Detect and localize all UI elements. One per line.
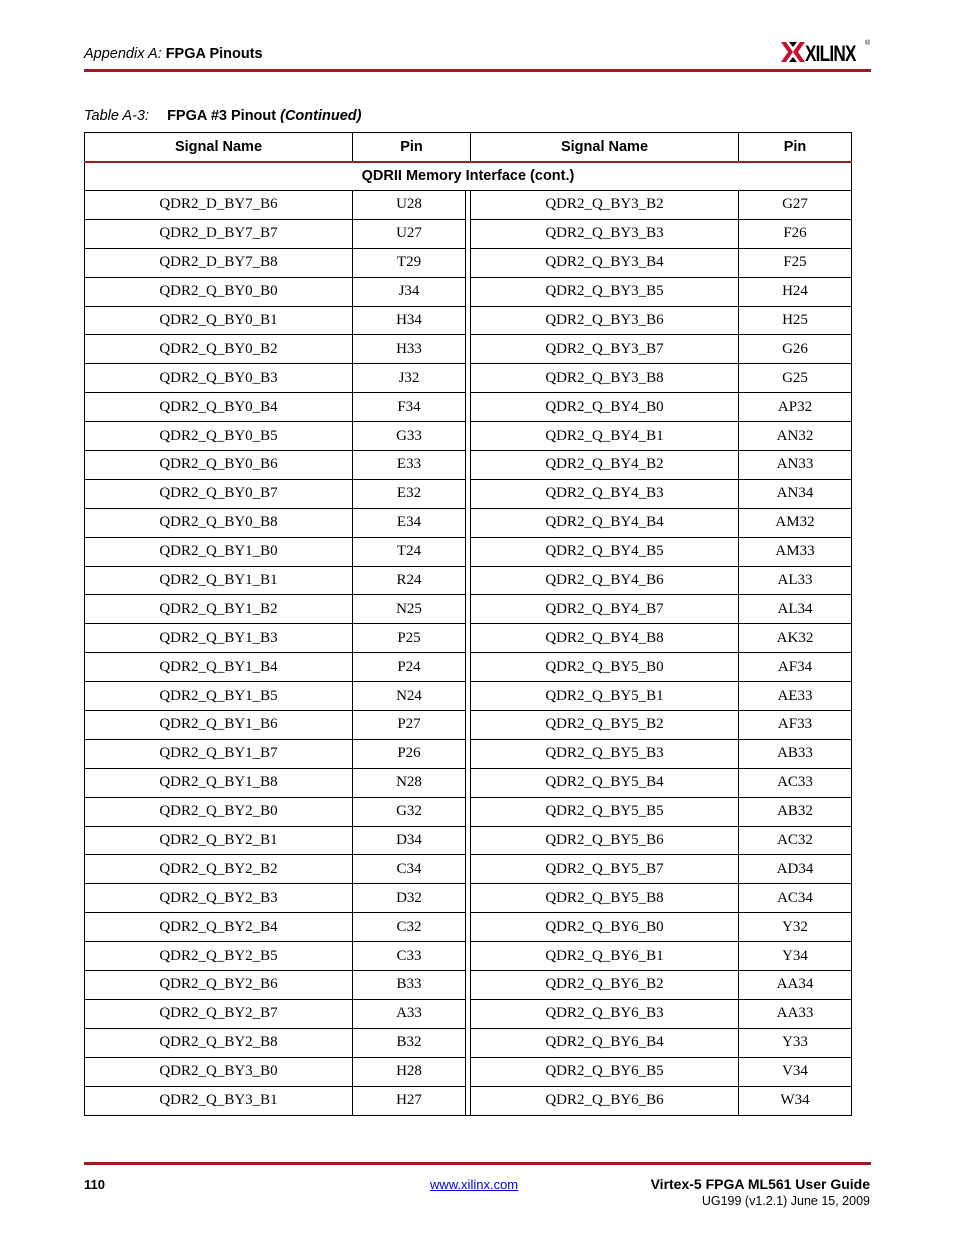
pin-left: N24 <box>353 682 466 711</box>
pin-right: H25 <box>739 306 852 335</box>
pin-left: R24 <box>353 566 466 595</box>
signal-name-left: QDR2_Q_BY3_B1 <box>85 1086 353 1115</box>
pin-left: J34 <box>353 277 466 306</box>
pinout-table <box>84 132 852 1116</box>
pin-right: AC32 <box>739 826 852 855</box>
signal-name-right: QDR2_Q_BY3_B2 <box>471 191 739 220</box>
pin-left: G32 <box>353 797 466 826</box>
signal-name-right: QDR2_Q_BY3_B6 <box>471 306 739 335</box>
table-row <box>85 653 852 682</box>
pin-left: H34 <box>353 306 466 335</box>
table-row <box>85 739 852 768</box>
pin-right: AA33 <box>739 999 852 1028</box>
signal-name-right: QDR2_Q_BY4_B2 <box>471 451 739 480</box>
pin-right: G26 <box>739 335 852 364</box>
signal-name-right: QDR2_Q_BY5_B5 <box>471 797 739 826</box>
table-row <box>85 855 852 884</box>
caption-label: Table A-3: <box>84 108 150 124</box>
pin-right: AF33 <box>739 711 852 740</box>
table-row <box>85 999 852 1028</box>
signal-name-left: QDR2_Q_BY0_B2 <box>85 335 353 364</box>
pin-right: AP32 <box>739 393 852 422</box>
pin-left: B33 <box>353 971 466 1000</box>
signal-name-right: QDR2_Q_BY4_B6 <box>471 566 739 595</box>
pin-right: Y32 <box>739 913 852 942</box>
pin-left: P27 <box>353 711 466 740</box>
pin-right: AA34 <box>739 971 852 1000</box>
table-row <box>85 1028 852 1057</box>
pin-right: H24 <box>739 277 852 306</box>
signal-name-left: QDR2_Q_BY1_B8 <box>85 768 353 797</box>
table-row <box>85 422 852 451</box>
signal-name-right: QDR2_Q_BY3_B8 <box>471 364 739 393</box>
signal-name-left: QDR2_Q_BY0_B3 <box>85 364 353 393</box>
signal-name-right: QDR2_Q_BY5_B4 <box>471 768 739 797</box>
signal-name-left: QDR2_Q_BY2_B7 <box>85 999 353 1028</box>
table-row <box>85 537 852 566</box>
signal-name-left: QDR2_Q_BY1_B5 <box>85 682 353 711</box>
table-row <box>85 306 852 335</box>
pin-left: G33 <box>353 422 466 451</box>
column-header-signal-name-right: Signal Name <box>471 133 739 162</box>
pin-right: AK32 <box>739 624 852 653</box>
signal-name-right: QDR2_Q_BY4_B3 <box>471 479 739 508</box>
column-header-pin-left: Pin <box>353 133 471 162</box>
signal-name-right: QDR2_Q_BY6_B6 <box>471 1086 739 1115</box>
signal-name-left: QDR2_Q_BY1_B0 <box>85 537 353 566</box>
pin-right: AL33 <box>739 566 852 595</box>
signal-name-right: QDR2_Q_BY6_B1 <box>471 942 739 971</box>
table-row <box>85 451 852 480</box>
pin-right: AC34 <box>739 884 852 913</box>
pin-left: U28 <box>353 191 466 220</box>
signal-name-left: QDR2_Q_BY3_B0 <box>85 1057 353 1086</box>
signal-name-right: QDR2_Q_BY3_B7 <box>471 335 739 364</box>
signal-name-left: QDR2_Q_BY0_B4 <box>85 393 353 422</box>
xilinx-x-mark-icon <box>781 40 805 64</box>
pin-left: T24 <box>353 537 466 566</box>
table-row <box>85 191 852 220</box>
table-caption <box>84 108 361 124</box>
pin-left: U27 <box>353 219 466 248</box>
pin-right: AB33 <box>739 739 852 768</box>
signal-name-left: QDR2_D_BY7_B8 <box>85 248 353 277</box>
pin-left: D32 <box>353 884 466 913</box>
signal-name-left: QDR2_Q_BY2_B2 <box>85 855 353 884</box>
table-row <box>85 826 852 855</box>
pin-left: T29 <box>353 248 466 277</box>
signal-name-left: QDR2_Q_BY0_B1 <box>85 306 353 335</box>
signal-name-left: QDR2_Q_BY2_B8 <box>85 1028 353 1057</box>
signal-name-right: QDR2_Q_BY5_B2 <box>471 711 739 740</box>
appendix-label: Appendix A: <box>84 46 162 62</box>
pin-right: AF34 <box>739 653 852 682</box>
header-rule <box>84 69 871 72</box>
page-footer <box>84 1162 871 1212</box>
table-row <box>85 711 852 740</box>
signal-name-left: QDR2_D_BY7_B7 <box>85 219 353 248</box>
signal-name-left: QDR2_Q_BY2_B3 <box>85 884 353 913</box>
pin-left: F34 <box>353 393 466 422</box>
pin-left: P25 <box>353 624 466 653</box>
table-row <box>85 479 852 508</box>
signal-name-left: QDR2_Q_BY2_B0 <box>85 797 353 826</box>
column-header-signal-name-left: Signal Name <box>85 133 353 162</box>
table-row <box>85 508 852 537</box>
table-row <box>85 335 852 364</box>
pin-right: F26 <box>739 219 852 248</box>
pin-right: Y33 <box>739 1028 852 1057</box>
pin-left: P26 <box>353 739 466 768</box>
table-row <box>85 595 852 624</box>
column-header-pin-right: Pin <box>739 133 852 162</box>
signal-name-right: QDR2_Q_BY5_B0 <box>471 653 739 682</box>
pin-right: G25 <box>739 364 852 393</box>
signal-name-left: QDR2_Q_BY0_B7 <box>85 479 353 508</box>
pin-left: J32 <box>353 364 466 393</box>
signal-name-right: QDR2_Q_BY5_B3 <box>471 739 739 768</box>
signal-name-right: QDR2_Q_BY6_B3 <box>471 999 739 1028</box>
table-row <box>85 942 852 971</box>
signal-name-right: QDR2_Q_BY4_B5 <box>471 537 739 566</box>
signal-name-left: QDR2_Q_BY1_B2 <box>85 595 353 624</box>
table-row <box>85 248 852 277</box>
pin-left: B32 <box>353 1028 466 1057</box>
pin-left: H28 <box>353 1057 466 1086</box>
signal-name-right: QDR2_Q_BY6_B0 <box>471 913 739 942</box>
signal-name-right: QDR2_Q_BY5_B7 <box>471 855 739 884</box>
table-row <box>85 913 852 942</box>
website-link[interactable]: www.xilinx.com <box>430 1177 519 1192</box>
pin-right: AC33 <box>739 768 852 797</box>
pin-right: AB32 <box>739 797 852 826</box>
pin-left: A33 <box>353 999 466 1028</box>
signal-name-left: QDR2_Q_BY1_B1 <box>85 566 353 595</box>
signal-name-right: QDR2_Q_BY4_B7 <box>471 595 739 624</box>
signal-name-right: QDR2_Q_BY6_B4 <box>471 1028 739 1057</box>
table-row <box>85 364 852 393</box>
table-row <box>85 566 852 595</box>
signal-name-right: QDR2_Q_BY6_B5 <box>471 1057 739 1086</box>
section-row <box>85 162 852 191</box>
signal-name-left: QDR2_Q_BY2_B1 <box>85 826 353 855</box>
signal-name-right: QDR2_Q_BY3_B4 <box>471 248 739 277</box>
signal-name-left: QDR2_Q_BY1_B6 <box>85 711 353 740</box>
signal-name-right: QDR2_Q_BY3_B3 <box>471 219 739 248</box>
pin-right: Y34 <box>739 942 852 971</box>
pin-left: H27 <box>353 1086 466 1115</box>
table-row <box>85 797 852 826</box>
table-row <box>85 219 852 248</box>
table-row <box>85 682 852 711</box>
page-header <box>84 40 871 72</box>
appendix-title: FPGA Pinouts <box>165 46 263 62</box>
signal-name-right: QDR2_Q_BY5_B1 <box>471 682 739 711</box>
pin-left: E33 <box>353 451 466 480</box>
pin-left: C33 <box>353 942 466 971</box>
page-number: 110 <box>84 1177 105 1192</box>
pin-right: AL34 <box>739 595 852 624</box>
signal-name-left: QDR2_Q_BY2_B6 <box>85 971 353 1000</box>
signal-name-left: QDR2_Q_BY0_B8 <box>85 508 353 537</box>
signal-name-right: QDR2_Q_BY3_B5 <box>471 277 739 306</box>
pin-right: AM32 <box>739 508 852 537</box>
xilinx-logo <box>781 40 873 68</box>
pin-right: AN34 <box>739 479 852 508</box>
table-row <box>85 1086 852 1115</box>
pin-left: D34 <box>353 826 466 855</box>
table-row <box>85 768 852 797</box>
table-row <box>85 971 852 1000</box>
signal-name-left: QDR2_Q_BY1_B3 <box>85 624 353 653</box>
pin-left: C32 <box>353 913 466 942</box>
table-row <box>85 1057 852 1086</box>
signal-name-right: QDR2_Q_BY6_B2 <box>471 971 739 1000</box>
pin-right: W34 <box>739 1086 852 1115</box>
signal-name-right: QDR2_Q_BY4_B4 <box>471 508 739 537</box>
signal-name-left: QDR2_Q_BY0_B6 <box>85 451 353 480</box>
signal-name-right: QDR2_Q_BY5_B6 <box>471 826 739 855</box>
logo-wordmark: XILINX <box>805 41 856 66</box>
pin-right: V34 <box>739 1057 852 1086</box>
signal-name-left: QDR2_Q_BY2_B5 <box>85 942 353 971</box>
registered-mark: ® <box>865 40 871 47</box>
signal-name-right: QDR2_Q_BY5_B8 <box>471 884 739 913</box>
pin-right: AE33 <box>739 682 852 711</box>
signal-name-left: QDR2_Q_BY2_B4 <box>85 913 353 942</box>
table-header-row <box>85 133 852 162</box>
footer-rule <box>84 1162 871 1165</box>
signal-name-left: QDR2_Q_BY0_B5 <box>85 422 353 451</box>
table-row <box>85 884 852 913</box>
signal-name-right: QDR2_Q_BY4_B0 <box>471 393 739 422</box>
document-title: Virtex-5 FPGA ML561 User Guide <box>650 1176 870 1192</box>
table-body <box>85 162 852 1116</box>
pin-right: G27 <box>739 191 852 220</box>
pin-right: F25 <box>739 248 852 277</box>
caption-title: FPGA #3 Pinout <box>167 108 277 124</box>
table-row <box>85 393 852 422</box>
signal-name-left: QDR2_Q_BY1_B7 <box>85 739 353 768</box>
signal-name-left: QDR2_Q_BY0_B0 <box>85 277 353 306</box>
table-row <box>85 277 852 306</box>
signal-name-left: QDR2_Q_BY1_B4 <box>85 653 353 682</box>
table-row <box>85 624 852 653</box>
caption-continued: (Continued) <box>280 108 362 124</box>
document-revision: UG199 (v1.2.1) June 15, 2009 <box>701 1194 870 1208</box>
pin-left: E32 <box>353 479 466 508</box>
signal-name-right: QDR2_Q_BY4_B1 <box>471 422 739 451</box>
pin-left: N28 <box>353 768 466 797</box>
pin-left: H33 <box>353 335 466 364</box>
pin-right: AN33 <box>739 451 852 480</box>
pin-left: C34 <box>353 855 466 884</box>
pin-left: P24 <box>353 653 466 682</box>
pin-right: AM33 <box>739 537 852 566</box>
running-header <box>84 46 263 62</box>
pin-right: AD34 <box>739 855 852 884</box>
pin-right: AN32 <box>739 422 852 451</box>
signal-name-right: QDR2_Q_BY4_B8 <box>471 624 739 653</box>
signal-name-left: QDR2_D_BY7_B6 <box>85 191 353 220</box>
pin-left: E34 <box>353 508 466 537</box>
section-heading: QDRII Memory Interface (cont.) <box>85 162 852 191</box>
pin-left: N25 <box>353 595 466 624</box>
